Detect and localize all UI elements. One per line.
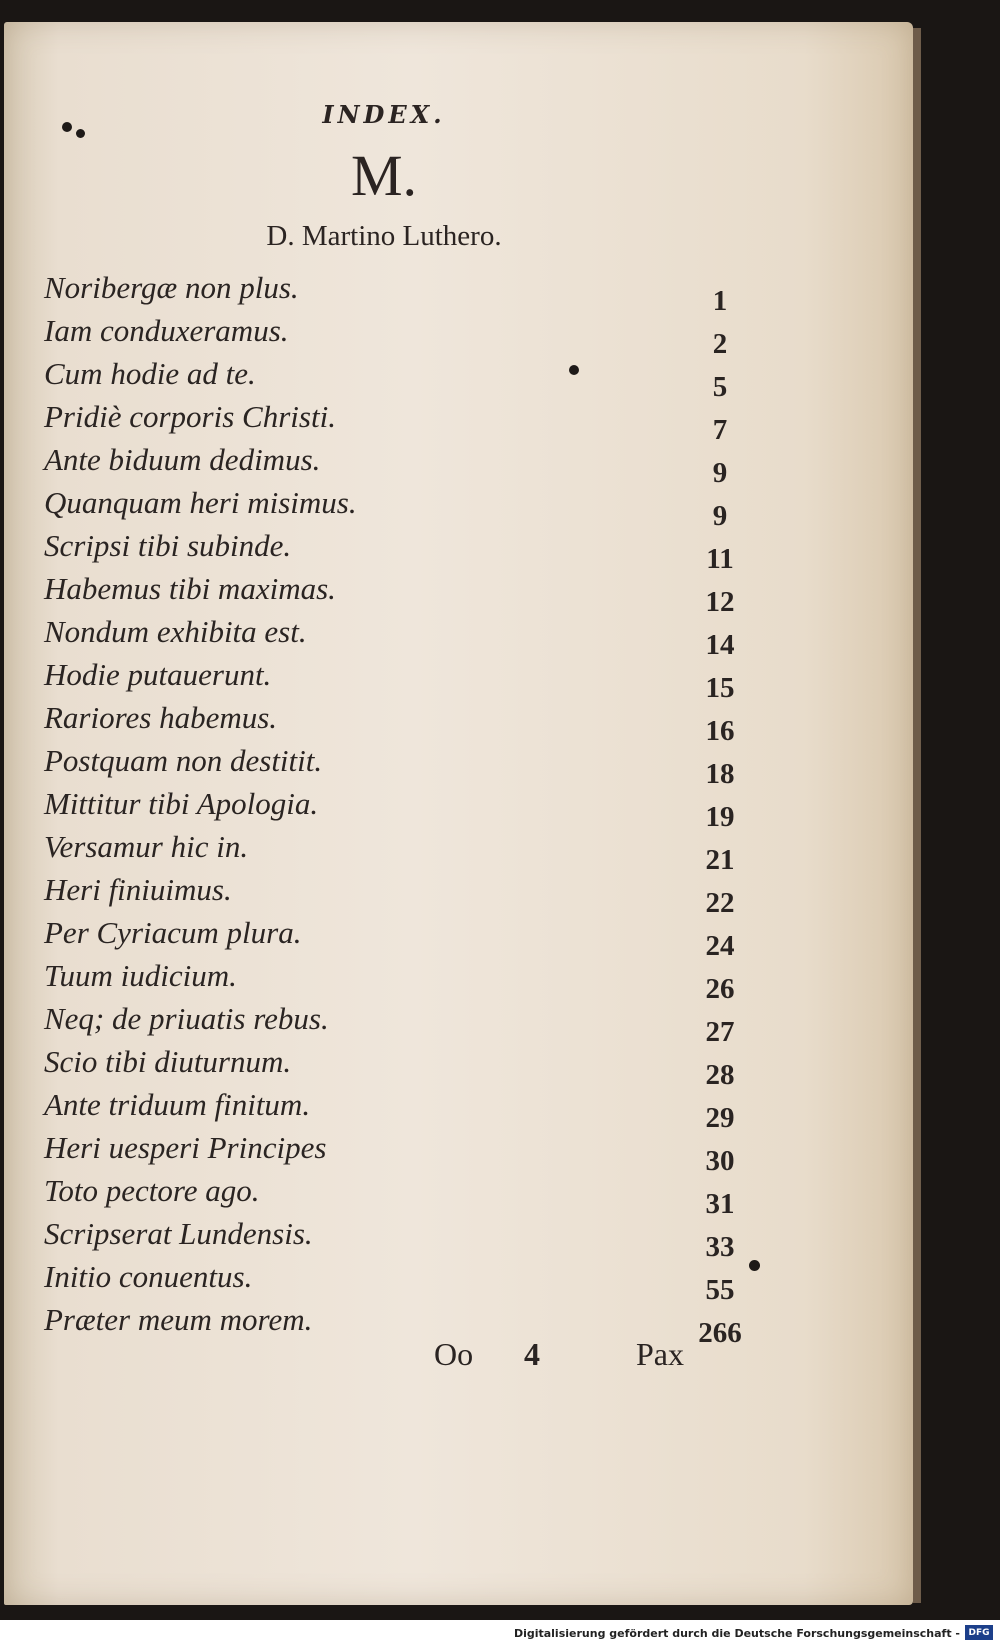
- entry-incipit: Præter meum morem.: [44, 1302, 313, 1337]
- digitization-credit: Digitalisierung gefördert durch die Deutsche Forschungsgemeinschaft -: [513, 1627, 960, 1640]
- entry-page-number: 266: [698, 1317, 742, 1349]
- entry-incipit: Scripsi tibi subinde.: [44, 528, 292, 563]
- entry-page-number: 26: [705, 973, 735, 1005]
- index-entry: [44, 1298, 744, 1349]
- ink-spot: [76, 129, 85, 138]
- entry-page-number: 7: [712, 414, 728, 446]
- entry-incipit: Scripserat Lundensis.: [44, 1216, 313, 1251]
- entry-incipit: Rariores habemus.: [44, 700, 278, 735]
- index-entry: [44, 739, 744, 790]
- index-entry: [44, 1255, 744, 1306]
- index-entry: [44, 524, 744, 575]
- entry-incipit: Quanquam heri misimus.: [44, 485, 357, 520]
- entry-page-number: 21: [705, 844, 735, 876]
- entry-page-number: 31: [705, 1188, 735, 1220]
- entry-incipit: Cum hodie ad te.: [44, 356, 256, 391]
- index-entry: [44, 1040, 744, 1091]
- entry-page-number: 9: [712, 500, 728, 532]
- entry-incipit: Heri finiuimus.: [44, 872, 232, 907]
- entry-page-number: 28: [705, 1059, 735, 1091]
- entry-page-number: 19: [705, 801, 735, 833]
- dfg-logo: DFG: [965, 1625, 993, 1640]
- index-entry: [44, 825, 744, 876]
- entry-page-number: 9: [712, 457, 728, 489]
- entry-page-number: 11: [706, 543, 734, 575]
- index-entries: [44, 266, 744, 1349]
- index-entry: [44, 1126, 744, 1177]
- entry-incipit: Ante biduum dedimus.: [44, 442, 321, 477]
- entry-page-number: 22: [705, 887, 735, 919]
- entry-incipit: Scio tibi diuturnum.: [44, 1044, 292, 1079]
- index-entry: [44, 481, 744, 532]
- entry-page-number: 27: [705, 1016, 735, 1048]
- ink-spot: [62, 122, 72, 132]
- signature-number: 4: [524, 1336, 540, 1372]
- index-entry: [44, 997, 744, 1048]
- entry-incipit: Postquam non destitit.: [44, 743, 323, 778]
- entry-page-number: 24: [705, 930, 735, 962]
- index-entry: [44, 610, 744, 661]
- index-entry: [44, 438, 744, 489]
- index-entry: [44, 911, 744, 962]
- entry-page-number: 33: [705, 1231, 735, 1263]
- entry-page-number: 2: [712, 328, 728, 360]
- entry-incipit: Nondum exhibita est.: [44, 614, 307, 649]
- index-entry: [44, 395, 744, 446]
- entry-incipit: Ante triduum finitum.: [44, 1087, 311, 1122]
- entry-page-number: 16: [705, 715, 735, 747]
- index-entry: [44, 782, 744, 833]
- signature-mark: Oo: [434, 1336, 474, 1372]
- index-entry: [44, 1083, 744, 1134]
- index-entry: [44, 653, 744, 704]
- index-heading: D. Martino Luthero.: [266, 220, 502, 252]
- page-edge: [913, 28, 921, 1603]
- entry-page-number: 12: [705, 586, 735, 618]
- entry-page-number: 5: [712, 371, 728, 403]
- entry-incipit: Neq; de priuatis rebus.: [44, 1001, 329, 1036]
- index-entry: [44, 954, 744, 1005]
- entry-incipit: Pridiè corporis Christi.: [44, 399, 336, 434]
- entry-incipit: Iam conduxeramus.: [44, 313, 289, 348]
- entry-page-number: 14: [705, 629, 735, 661]
- index-entry: [44, 309, 744, 360]
- entry-incipit: Habemus tibi maximas.: [44, 571, 336, 606]
- entry-page-number: 15: [705, 672, 735, 704]
- catchword: Pax: [636, 1336, 684, 1372]
- index-entry: [44, 868, 744, 919]
- entry-incipit: Per Cyriacum plura.: [44, 915, 302, 950]
- entry-page-number: 30: [705, 1145, 735, 1177]
- index-entry: [44, 352, 744, 403]
- section-letter: M.: [350, 143, 418, 208]
- entry-incipit: Noribergæ non plus.: [44, 270, 299, 305]
- book-page: [4, 22, 913, 1605]
- entry-incipit: Toto pectore ago.: [44, 1173, 260, 1208]
- entry-incipit: Initio conuentus.: [44, 1259, 253, 1294]
- index-entry: [44, 567, 744, 618]
- entry-page-number: 29: [705, 1102, 735, 1134]
- entry-incipit: Hodie putauerunt.: [44, 657, 272, 692]
- index-entry: [44, 1169, 744, 1220]
- index-entry: [44, 696, 744, 747]
- index-entry: [44, 266, 744, 317]
- entry-incipit: Versamur hic in.: [44, 829, 249, 864]
- running-head: INDEX.: [322, 100, 446, 129]
- index-entry: [44, 1212, 744, 1263]
- entry-page-number: 55: [705, 1274, 735, 1306]
- entry-incipit: Tuum iudicium.: [44, 958, 237, 993]
- entry-page-number: 18: [705, 758, 735, 790]
- entry-incipit: Heri uesperi Principes: [44, 1130, 327, 1165]
- entry-incipit: Mittitur tibi Apologia.: [44, 786, 319, 821]
- entry-page-number: 1: [712, 285, 728, 317]
